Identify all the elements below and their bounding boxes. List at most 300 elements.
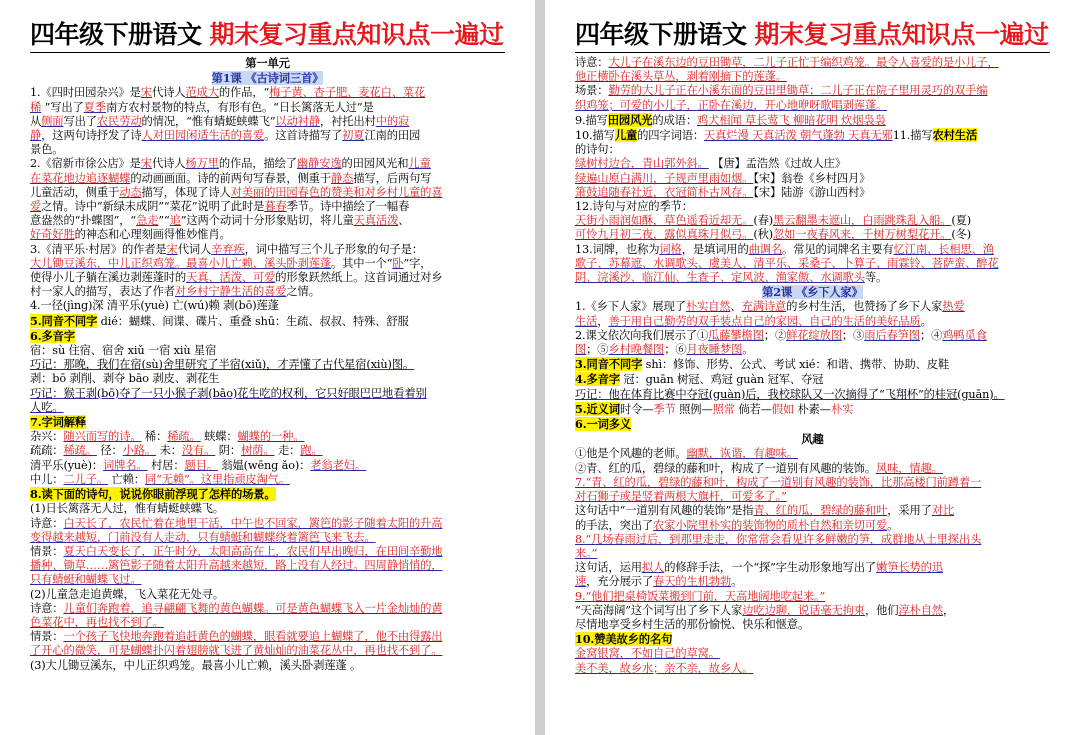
text-span: ，采用了 (887, 504, 932, 518)
left-line (30, 473, 505, 487)
text-span: ”字， (403, 256, 432, 270)
text-span: 照例— (675, 402, 713, 416)
page-title (30, 20, 505, 50)
text-span: 之情。诗中“新绿未成阴”“菜花”说明了此时是 (41, 200, 265, 214)
text-span: 巧记：猴王剥(bō)夺了一只小猴子剥(bāo)花生吃的权利，它只好眼巴巴地看着别 (30, 386, 427, 400)
text-span: 亡赖： (108, 472, 145, 486)
text-span: (2)儿童急走追黄蝶，飞入菜花无处寻。 (30, 587, 224, 601)
text-span: 来。” (575, 546, 598, 560)
right-line (575, 462, 1050, 476)
right-line (575, 343, 1050, 357)
left-line (30, 101, 505, 115)
right-line (575, 128, 1050, 143)
text-span: 巧记：他在体育比赛中夺冠(guàn)后，我校球队又一次摘得了“飞翔杯”的桂冠(guān)。 (575, 387, 1005, 401)
right-line (575, 575, 1050, 589)
text-span: (1)日长篱落无人过，惟有蜻蜓蛱蝶飞。 (30, 502, 224, 516)
left-line (30, 299, 505, 313)
text-span: ①他是个风趣的老师。 (575, 447, 687, 461)
text-span: 夏季 (83, 100, 106, 114)
right-line (575, 432, 1050, 447)
left-line (30, 517, 505, 531)
text-span: 夏天白天变长了，正午时分，太阳高高在上，农民们早出晚归，在田间辛勤地 (63, 544, 443, 558)
text-span: 江南的田园 (364, 129, 421, 143)
text-span: ， (942, 603, 955, 617)
text-span: 青、红的瓜，碧绿的藤和叶 (753, 504, 888, 518)
text-span: 儿童 (408, 157, 431, 171)
right-line (575, 200, 1050, 214)
page-title (575, 20, 1050, 50)
right-line (575, 271, 1050, 285)
text-span: 大儿锄豆溪东，中儿正织鸡笼。最喜小儿亡赖，溪头卧剥莲蓬 (30, 256, 331, 270)
text-span: 范成大 (185, 86, 219, 100)
right-line (575, 300, 1050, 314)
text-span: 的形象跃然纸上。这首词通过对乡 (275, 271, 443, 285)
left-line (30, 444, 505, 458)
text-span: 静态 (330, 171, 354, 185)
left-line (30, 401, 505, 415)
left-line (30, 358, 505, 372)
text-span: 随兴而写的诗。 (63, 430, 142, 444)
text-span: 淳朴自然 (898, 603, 943, 617)
text-span: 小路。 (122, 444, 157, 458)
right-line (575, 476, 1050, 490)
text-span: 12.诗句与对应的季节： (575, 200, 693, 214)
text-span: 之情。 (286, 285, 320, 299)
text-span: 稀疏。 (167, 430, 201, 444)
text-span: 题目。 (184, 458, 218, 472)
text-span: 在菜花地边追逐蝴蝶 (30, 171, 131, 185)
text-span: 变得越来越短，门前没有人走动，只有蜻蜓和蝴蝶绕着篱笆飞来飞去。 (30, 530, 376, 544)
text-span: 生活 (575, 314, 598, 328)
text-span: ，他们 (864, 603, 899, 617)
text-span: 鸡犬相闻 草长莺飞 柳暗花明 炊烟袅袅 (696, 113, 886, 127)
text-span: 未： (156, 444, 182, 458)
text-span: 人吃。 (30, 400, 64, 414)
text-span: 写出了 (63, 114, 97, 128)
text-span: 天真烂漫 天真活泼 朝气蓬勃 天真无邪 (704, 129, 893, 143)
text-span: 代词人 (177, 242, 212, 256)
left-line (30, 616, 505, 630)
text-span: 追 (169, 214, 181, 228)
text-span: 的四字词语： (637, 129, 704, 143)
text-span: 对乡村宁静生活的喜爱 (174, 285, 287, 299)
left-line (30, 430, 505, 444)
text-span: 情景： (30, 630, 64, 644)
text-span: 从 (30, 114, 42, 128)
left-line (30, 200, 505, 214)
text-span: 的情况，“惟有蜻蜓蛱蝶飞” (141, 114, 276, 128)
left-line (30, 415, 505, 430)
text-span: 天真活泼 (353, 214, 399, 228)
text-span: 歌子、苏幕遮、水调歌头、虞美人、清平乐、采桑子、卜算子、雨霖铃、菩萨蛮、醉花 (575, 256, 999, 270)
text-span: ， (597, 314, 609, 328)
text-span: 【唐】孟浩然《过故人庄》 (708, 157, 846, 171)
text-span: 2.《宿新市徐公店》是 (30, 157, 141, 171)
text-span: 农村生活 (932, 128, 978, 143)
text-span: 鸡鸭觅食 (942, 328, 987, 342)
right-line (575, 490, 1050, 504)
text-span: 卧 (392, 256, 404, 270)
text-span: 3.《清平乐·村居》的作者是 (30, 242, 167, 256)
text-span: 。 (731, 575, 743, 589)
right-line (575, 172, 1050, 186)
text-span: 没有。 (181, 444, 216, 458)
text-span: 图 (575, 343, 587, 357)
left-line (30, 545, 505, 559)
text-span: 蝴蝶的一种。 (237, 430, 305, 444)
text-span: 6.多音字 (30, 328, 75, 343)
text-span: 第2课 《乡下人家》 (762, 285, 863, 300)
left-line (30, 630, 505, 644)
left-line (30, 559, 505, 573)
text-span: 3.同音不同字 (575, 357, 643, 372)
text-span: 9.描写 (575, 113, 608, 127)
text-span: ；⑤ (586, 343, 609, 357)
text-span: 尽情地享受乡村生活的那份愉悦、快乐和惬意。 (575, 617, 810, 631)
text-span: 黑云翻墨未遮山，白雨跳珠乱入船。 (773, 214, 952, 228)
right-line (575, 504, 1050, 518)
text-span: 风味，情趣。 (875, 461, 943, 475)
text-span: 对石狮子或是竖着两根大旗杆，可爱多了。” (575, 490, 787, 504)
text-span: 老翁老妇。 (310, 458, 367, 472)
text-span: 好奇好胜 (30, 228, 75, 242)
left-line (30, 659, 505, 673)
text-span: 的作品，“ (218, 86, 270, 100)
text-span: 疏疏： (30, 444, 64, 458)
text-span: 的作品，描绘了 (218, 157, 297, 171)
page-separator (535, 0, 545, 735)
text-span: ，充分展示了 (586, 575, 654, 589)
text-span: 以动衬静 (275, 114, 320, 128)
text-span: 鲜花绽放图 (786, 328, 842, 342)
right-line (575, 228, 1050, 242)
left-line (30, 487, 505, 502)
text-span: 1.《乡下人家》展现了 (575, 300, 686, 314)
text-span: 11.描写 (892, 129, 933, 143)
right-line (575, 186, 1050, 200)
text-span: 中儿： (30, 472, 64, 486)
right-line (575, 604, 1050, 618)
left-line (30, 502, 505, 516)
text-span: 充满诗意 (741, 300, 787, 314)
text-span: 6.一词多义 (575, 417, 632, 432)
text-span: 静 (30, 129, 42, 143)
text-span: ；③ (841, 328, 865, 342)
text-span: 阴： (215, 444, 242, 458)
text-span: 只有蜻蜓和蝴蝶飞过。 (30, 573, 142, 587)
text-span: 词牌名。 (103, 458, 148, 472)
text-span: 7.字词解释 (30, 415, 87, 430)
left-line (30, 186, 505, 200)
page-title-topic: 期末复习重点知识点一遍过 (754, 20, 1049, 49)
left-line (30, 157, 505, 171)
text-span: 箫鼓追随春社近，衣冠简朴古风存。 (575, 185, 754, 199)
left-line (30, 459, 505, 473)
text-span: 这句话，运用 (575, 561, 642, 575)
text-span: 农家小院里朴实的装饰物的质朴自然和亲切可爱 (653, 518, 888, 532)
text-span: 第1课 《古诗词三首》 (211, 71, 324, 86)
text-span: 的乡村生活，也赞扬了乡下人家 (786, 300, 943, 314)
right-line (575, 285, 1050, 300)
text-span: 儿童 (614, 128, 638, 143)
text-span: dié：蝴蝶、间谍、碟片、重叠 shū：生疏、叔叔、特殊、舒服 (97, 314, 409, 328)
text-span: 金窝银窝，不如自己的草窝。 (575, 647, 720, 661)
text-span: 【宋】陆游《游山西村》 (753, 185, 871, 199)
right-line (575, 561, 1050, 575)
right-line (575, 547, 1050, 561)
text-span: 风趣 (801, 432, 824, 447)
text-span: ”“ (158, 214, 170, 228)
text-span: 他正横卧在溪头草丛，剥着刚摘下的莲蓬。 (575, 70, 787, 84)
right-line (575, 243, 1050, 257)
text-span: 8.读下面的诗句，说说你眼前浮现了怎样的场景。 (30, 487, 276, 502)
text-span: 同“无赖”。这里指顽皮淘气。 (144, 472, 290, 486)
text-span: ，词中描写三个儿子形象的句子是： (244, 242, 423, 256)
text-span: 描写，体现了诗人 (141, 185, 231, 199)
text-span: 1.《四时田园杂兴》是 (30, 86, 141, 100)
text-span: 诗意： (30, 516, 64, 530)
text-span: 场景： (575, 84, 609, 98)
right-line (575, 315, 1050, 329)
text-span: 一个孩子飞快地奔跑着追赶黄色的蝴蝶，眼看就要追上蝴蝶了，他不由得露出 (63, 630, 443, 644)
text-span: 使得小儿子躺在溪边剥莲蓬时的 (30, 271, 187, 285)
text-span: 朴素— (794, 402, 831, 416)
text-span: 月夜睡梦图 (686, 343, 743, 357)
text-span: 勤劳的大儿子正在小溪东面的豆田里锄草；二儿子正在院子里用灵巧的双手编 (608, 84, 988, 98)
right-line (575, 447, 1050, 461)
left-line (30, 285, 505, 299)
text-span: 。其中一个“ (330, 256, 393, 270)
text-span: 南方农村景物的特点，有形有色。“日长篱落无人过”是 (105, 100, 374, 114)
text-span: 拟人 (641, 561, 665, 575)
text-span: 倘若— (734, 402, 772, 416)
left-line (30, 56, 505, 71)
text-span: 梅子黄、杏子肥、麦花白、菜花 (269, 86, 426, 100)
text-span: ；② (763, 328, 787, 342)
text-span: 嫩笋长势的迅 (876, 561, 943, 575)
text-span: 大儿子在溪东边的豆田锄草，二儿子正忙于编织鸡笼。最令人喜爱的是小儿子， (608, 56, 999, 69)
title-rule (575, 52, 1050, 53)
text-span: 时令— (619, 402, 654, 416)
text-span: 阴、浣溪沙、临江仙、生查子、定风波、渔家傲、水调歌头 (575, 271, 865, 285)
text-span: 。 (887, 518, 899, 532)
text-span: 10.描写 (575, 129, 615, 143)
text-span: 。这首诗描写了 (264, 129, 343, 143)
right-line (575, 329, 1050, 343)
text-span: 天真、活泼、可爱 (186, 271, 276, 285)
right-line (575, 357, 1050, 372)
text-span: 人对田园闲适生活的喜爱 (141, 129, 265, 143)
text-span: 景色。 (30, 143, 64, 157)
text-span: 5.近义词 (575, 401, 620, 416)
text-span: 。常见的词牌名主要有 (782, 242, 894, 256)
text-span: 的田园风光和 (341, 157, 409, 171)
text-span: 天街小雨润如酥，草色遥看近却无。 (575, 214, 754, 228)
text-span: 杂兴： (30, 430, 64, 444)
text-span: (冬) (951, 228, 972, 242)
text-span: 爱 (30, 200, 42, 214)
right-line (575, 84, 1050, 98)
left-line (30, 314, 505, 329)
text-span: 剥：bō 剥削、剥夺 bāo 剥皮、剥花生 (30, 372, 220, 386)
text-span: 暮春 (264, 200, 287, 214)
text-span: 。 (742, 343, 754, 357)
text-span: 5.同音不同字 (30, 313, 98, 328)
text-span: 8.“几场春雨过后，到那里走走，你常常会看见许多鲜嫩的笋，成群地从土里探出头 (575, 532, 982, 546)
text-span: 宋 (166, 242, 178, 256)
text-span: 、 (730, 300, 742, 314)
left-line (30, 644, 505, 658)
text-span: (春) (753, 214, 774, 228)
text-span: 树荫。 (241, 444, 275, 458)
text-span: 美不美，故乡水；亲不亲，故乡人。 (575, 661, 754, 675)
text-span: 儿童活动，侧重于 (30, 185, 120, 199)
text-span: 曲调名 (748, 242, 783, 256)
text-span: 绿遍山原白满川，子规声里雨如烟。 (575, 171, 754, 185)
right-line (575, 388, 1050, 402)
right-line (575, 70, 1050, 84)
text-span: 的成语： (652, 113, 697, 127)
text-span: 春天的生机勃勃 (653, 575, 732, 589)
text-span: “天高海阔”这个词写出了乡下人家 (575, 603, 743, 617)
text-span: 乡村晚餐图 (608, 343, 665, 357)
text-span: 善于用自己勤劳的双手装点自己的家园、自己的生活的美好品质 (608, 314, 921, 328)
text-span: 径： (96, 444, 123, 458)
text-span: 9.“他们把桌椅饭菜搬到门前，天高地阔地吃起来。” (575, 589, 826, 603)
text-span: 描写，后两句写 (353, 171, 432, 185)
text-span: shì：修饰、形势、公式、考试 xié：和谐、携带、协助、皮鞋 (642, 358, 950, 372)
text-span: 4.多音字 (575, 372, 620, 387)
text-span: 辛弃疾 (211, 242, 245, 256)
document-page-left (0, 0, 535, 735)
text-span: ，这两句诗抒发了诗 (41, 129, 142, 143)
text-span: 田园风光 (607, 112, 653, 127)
text-span: 稀： (141, 430, 168, 444)
text-span: 可怜九月初三夜，露似真珠月似弓。 (575, 228, 754, 242)
text-span: 播种、锄草……篱笆影子随着太阳升高越来越短，路上没有人经过。四周静悄悄的， (30, 559, 443, 573)
right-line (575, 632, 1050, 647)
text-span: 照常 (712, 402, 735, 416)
text-span: ②青、红的瓜，碧绿的藤和叶，构成了一道别有风趣的装饰。 (575, 461, 876, 475)
text-span: 10.赞美故乡的名句 (575, 632, 673, 647)
page-title-topic: 期末复习重点知识点一遍过 (209, 20, 504, 49)
text-span: 这句话中“一道别有风趣的装饰”是指 (575, 504, 754, 518)
text-span: 走： (274, 444, 301, 458)
left-line (30, 228, 505, 242)
left-line (30, 129, 505, 143)
text-span: 宋 (140, 86, 152, 100)
left-line (30, 115, 505, 129)
right-line (575, 519, 1050, 533)
text-span: 清平乐(yuè)： (30, 458, 103, 472)
right-line (575, 257, 1050, 271)
text-span: 边吃边聊，说话毫无拘束 (742, 603, 865, 617)
left-line (30, 172, 505, 186)
right-line (575, 417, 1050, 432)
text-span: 白天长了，农民忙着在地里干活，中午也不回家，篱笆的影子随着太阳的升高 (63, 516, 443, 530)
right-line (575, 56, 1050, 70)
text-span: (3)大儿锄豆溪东，中儿正织鸡笼。最喜小儿亡赖，溪头卧剥莲蓬 。 (30, 658, 362, 672)
right-column-body (575, 56, 1050, 676)
left-line (30, 387, 505, 401)
right-line (575, 647, 1050, 661)
text-span: 朴实自然 (685, 300, 731, 314)
text-span: ”这两个动词十分形象贴切，将儿童 (180, 214, 354, 228)
text-span: (秋) (753, 228, 774, 242)
text-span: 瓜藤攀檐图 (708, 328, 764, 342)
text-span: 2.课文依次向我们展示了① (575, 328, 709, 342)
text-span: 雨后春笋图 (864, 328, 920, 342)
right-line (575, 99, 1050, 113)
text-span: 了开心的微笑，可是蝴蝶扑闪着翅膀就飞进了黄灿灿的油菜花丛中，再也找不到了。 (30, 644, 443, 658)
text-span: 绿树村边合，青山郭外斜。 (575, 157, 709, 171)
text-span: 热爱 (942, 300, 965, 314)
right-line (575, 402, 1050, 417)
text-span: 侧面 (41, 114, 64, 128)
text-span: (夏) (951, 214, 972, 228)
text-span: 二儿子。 (63, 472, 109, 486)
text-span: 对美丽的田园春色的赞美和对乡村儿童的喜 (230, 185, 443, 199)
text-span: 。 (920, 314, 932, 328)
text-span: 忽如一夜春风来，千树万树梨花开。 (773, 228, 952, 242)
left-line (30, 271, 505, 285)
text-span: 诗意： (30, 601, 64, 615)
text-span: 的神态和心理刻画得惟妙惟肖。 (74, 228, 231, 242)
left-line (30, 344, 505, 358)
text-span: 跑。 (300, 444, 323, 458)
text-span: 诗意： (575, 56, 609, 69)
left-line (30, 329, 505, 344)
text-span: ”写出了 (41, 100, 84, 114)
text-span: 幽默，诙谐，有趣味。 (686, 447, 798, 461)
text-span: 对比 (931, 504, 955, 518)
text-span: 中的寂 (375, 114, 410, 128)
title-rule (30, 52, 505, 53)
right-line (575, 143, 1050, 157)
text-span: 杨万里 (185, 157, 219, 171)
right-line (575, 662, 1050, 676)
text-span: 蛱蝶： (200, 430, 238, 444)
text-span: 儿童们奔跑着，追寻翩翩飞舞的黄色蝴蝶。可是黄色蝴蝶飞入一片金灿灿的黄 (63, 601, 443, 615)
page-title-grade: 四年级下册语文 (30, 20, 202, 49)
text-span: 动态 (119, 185, 142, 199)
text-span: 织鸡笼；可爱的小儿子，正卧在溪边，开心地咿呀歌唱剥莲蓬。 (575, 98, 888, 112)
text-span: 的动画画面。诗的前两句写春景，侧重于 (130, 171, 331, 185)
text-span: 【宋】翁卷《乡村四月》 (753, 171, 871, 185)
text-span: 的手法，突出了 (575, 518, 654, 532)
text-span: 幽静安逸 (296, 157, 342, 171)
text-span: ，衬托出村 (319, 114, 376, 128)
text-span: 宋 (140, 157, 152, 171)
left-line (30, 602, 505, 616)
left-line (30, 243, 505, 257)
text-span: 忆江南、长相思、渔 (893, 242, 994, 256)
left-line (30, 531, 505, 545)
text-span: 代诗人 (151, 157, 186, 171)
text-span: 农民劳动 (96, 114, 142, 128)
left-line (30, 588, 505, 602)
text-span: 词格 (659, 242, 682, 256)
text-span: 季节。诗中描绘了一幅春 (286, 200, 410, 214)
left-line (30, 573, 505, 587)
right-line (575, 372, 1050, 387)
right-line (575, 214, 1050, 228)
text-span: 的修辞手法，一个“探”字生动形象地写出了 (664, 561, 877, 575)
text-span: 假如 (771, 402, 795, 416)
right-line (575, 590, 1050, 604)
text-span: ，是填词用的 (681, 242, 749, 256)
right-line (575, 533, 1050, 547)
